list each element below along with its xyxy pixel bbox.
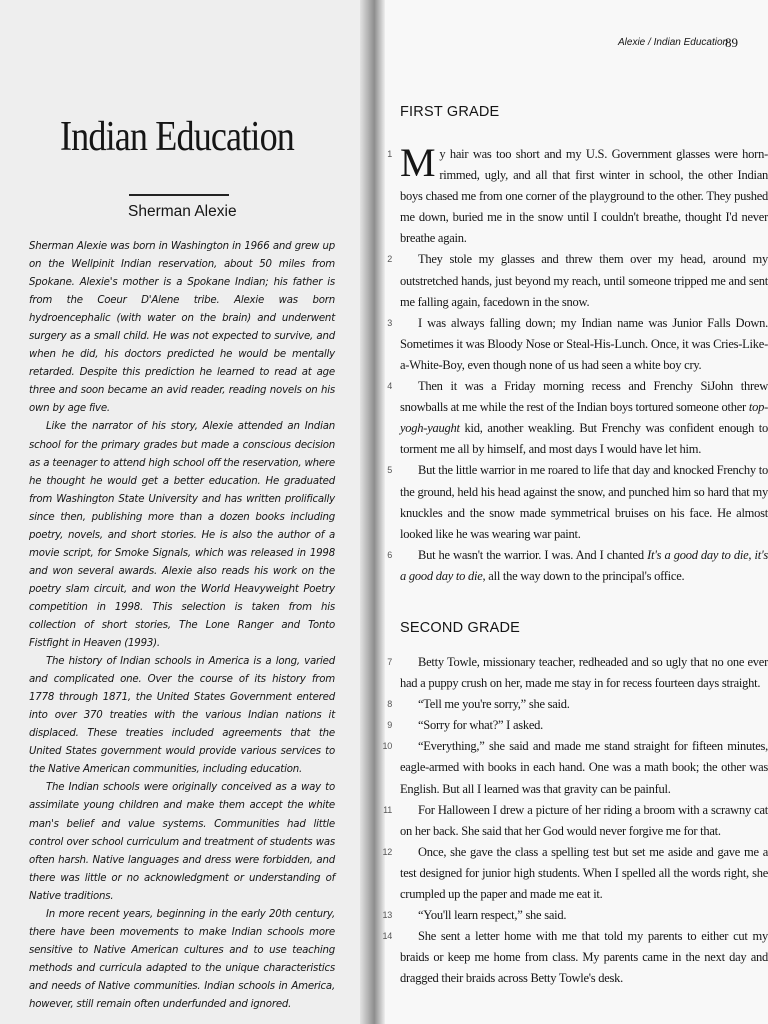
paragraph-text: But he wasn't the warrior. I was. And I chanted	[418, 547, 648, 562]
bio-paragraph: In more recent years, beginning in the early 20th century, there have been movements to make Indian schools more sensitive to Native American cultures and to use teaching methods and curricula adapted to the unique characteristics and needs of Native communities. Indian schools in America, however, still remain often underfunded and ignored.	[29, 908, 335, 1010]
paragraph-number: 1	[387, 149, 392, 159]
paragraph-number: 9	[387, 720, 392, 731]
bio-paragraph: Sherman Alexie was born in Washington in 1966 and grew up on the Wellpinit Indian reservation, about 50 miles from Spokane. Alexie's mother is a Spokane Indian; his father is from the Coeur D'Alene tribe. Alexie was born hydroencephalic (with water on the brain) and underwent surgery as a small child. He was not expected to survive, and when he did, his doctors predicted he would be mentally retarded. Despite this prediction he learned to read at age three and soon became an avid reader, reading novels on his own by age five.	[29, 241, 335, 415]
paragraph-text: I was always falling down; my Indian name was Junior Falls Down. Sometimes it was Bloody Nose or Steal-His-Lunch. Once, it was Cries-Like-a-White-Boy, even though none of us had seen a white boy cry.	[400, 315, 768, 372]
essay-title: Indian Education	[60, 114, 294, 160]
story-paragraph	[382, 905, 768, 926]
paragraph-text: But the little warrior in me roared to life that day and knocked Frenchy to the ground, held his head against the snow, and punched him so hard that my knuckles and the snow made symmetrical bruises on his face. He almost looked like he was wearing war paint.	[400, 463, 768, 541]
paragraph-text: “Sorry for what?” I asked.	[418, 718, 544, 733]
paragraph-number: 2	[387, 254, 392, 265]
story-paragraph	[387, 545, 768, 587]
paragraph-text: For Halloween I drew a picture of her riding a broom with a scrawny cat on her back. She said that her God would never forgive me for that.	[400, 802, 768, 838]
story-paragraph	[382, 926, 768, 989]
story-paragraph	[387, 652, 768, 694]
paragraph-number: 10	[382, 741, 392, 752]
paragraph-number: 5	[387, 465, 392, 476]
story-paragraph	[382, 842, 768, 905]
story-paragraph	[387, 249, 768, 312]
paragraph-number: 14	[382, 931, 392, 942]
paragraph-number: 13	[382, 910, 392, 921]
bio-paragraph: The history of Indian schools in America is a long, varied and complicated one. Over the course of its history from 1778 through 1871, the United States Government entered into over 370 treaties with the various Indian nations it displaced. These treaties included agreements that the United States government would provide various services to the Native American communities, including education.	[29, 656, 335, 776]
paragraph-text: Then it was a Friday morning recess and Frenchy SiJohn threw snowballs at me while the rest of the Indian boys tortured someone other	[400, 379, 768, 415]
italic-phrase: It's a good day to die, it's a good day to die	[400, 547, 768, 583]
story-paragraph	[387, 460, 768, 544]
paragraph-text: kid, another weakling. But Frenchy was confident enough to torment me all by himself, and most days I would have let him.	[400, 421, 768, 457]
paragraph-number: 11	[383, 804, 392, 815]
first-grade-text	[387, 140, 768, 587]
paragraph-number: 4	[387, 381, 392, 392]
paragraph-text: Betty Towle, missionary teacher, redheaded and so ugly that no one ever had a puppy crush on her, made me stay in for recess fourteen days straight.	[400, 655, 768, 691]
story-paragraph	[383, 800, 768, 842]
running-header: Alexie / Indian Education	[618, 37, 729, 48]
author-name: Sherman Alexie	[128, 203, 237, 220]
italic-phrase: top-yogh-yaught	[400, 400, 768, 436]
paragraph-text: “Everything,” she said and made me stand straight for fifteen minutes, eagle-armed with books in each hand. One was a math book; the other was English. But all I learned was that gravity can be painful.	[400, 739, 768, 796]
story-paragraph	[387, 715, 768, 736]
story-paragraph	[387, 313, 768, 376]
paragraph-text: “You'll learn respect,” she said.	[418, 908, 567, 923]
second-grade-text	[382, 652, 768, 990]
paragraph-text: She sent a letter home with me that told my parents to either cut my braids or keep me home from class. My parents came in the next day and dragged their braids across Betty Towle's desk.	[400, 929, 768, 986]
page-number: 89	[725, 35, 738, 50]
paragraph-number: 6	[387, 549, 392, 560]
paragraph-number: 8	[387, 699, 392, 710]
story-paragraph	[387, 376, 768, 460]
paragraph-number: 3	[387, 317, 392, 328]
section-heading-second-grade: SECOND GRADE	[400, 620, 521, 636]
title-rule	[129, 194, 229, 196]
paragraph-text: Once, she gave the class a spelling test but set me aside and gave me a test designed for junior high students. When I spelled all the words right, she crumpled up the paper and made me eat it.	[400, 844, 768, 902]
author-bio	[29, 238, 335, 1014]
section-heading-first-grade: FIRST GRADE	[400, 104, 500, 120]
bio-paragraph: Like the narrator of his story, Alexie attended an Indian school for the primary grades but made a conscious decision as a teenager to attend high school off the reservation, where he thought he would get a better education. He graduated from Washington State University and has written prolifically since then, publishing more than a dozen books including poetry, novels, and short stories. He is also the author of a movie script, for Smoke Signals, which was released in 1998 and won several awards. Alexie also reads his work on the poetry slam circuit, and won the World Heavyweight Poetry competition in 1998. This selection is taken from his collection of short stories, The Lone Ranger and Tonto Fistfight in Heaven (1993).	[29, 421, 335, 650]
paragraph-text: y hair was too short and my U.S. Government glasses were horn-rimmed, ugly, and all that first winter in school, the other Indian boys chased me from one corner of the playground to the other. They pushed me down, buried me in the snow until I couldn't breathe, thought I'd never breathe again.	[400, 147, 768, 246]
paragraph-text: “Tell me you're sorry,” she said.	[418, 697, 570, 712]
bio-paragraph: The Indian schools were originally conceived as a way to assimilate young children and make them accept the white man's belief and value systems. Communities had little control over school curriculum and treatment of students was often harsh. Native languages and dress were forbidden, and there was little or no acknowledgment or understanding of Native traditions.	[29, 782, 335, 902]
paragraph-number: 12	[382, 846, 392, 857]
drop-cap: M	[400, 140, 436, 185]
paragraph-text: , all the way down to the principal's office.	[482, 568, 685, 583]
story-paragraph	[382, 736, 768, 799]
story-paragraph	[387, 140, 768, 249]
story-paragraph	[387, 694, 768, 715]
paragraph-text: They stole my glasses and threw them over my head, around my outstretched hands, just beyond my reach, until someone tripped me and sent me falling again, facedown in the snow.	[400, 252, 768, 309]
paragraph-number: 7	[387, 657, 392, 667]
